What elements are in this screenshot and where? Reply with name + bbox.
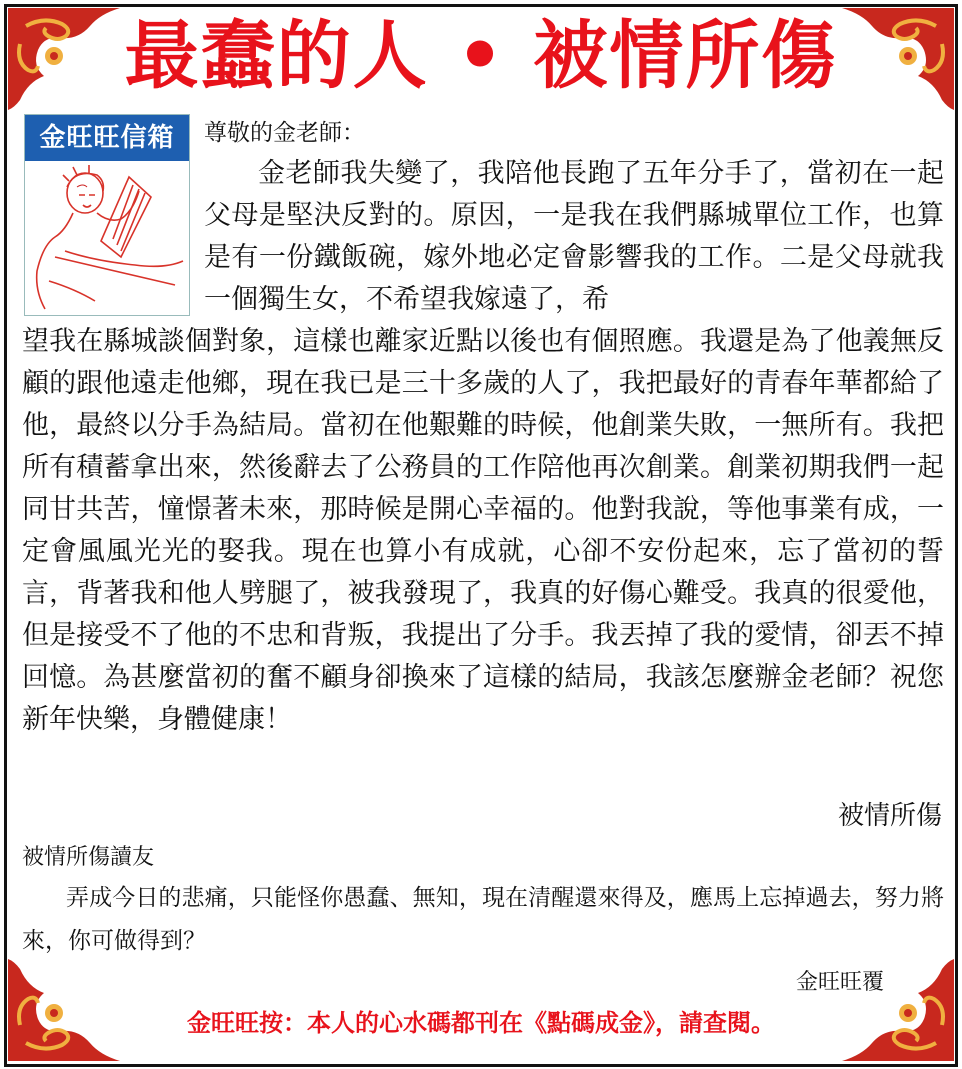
mailbox-column-badge bbox=[24, 114, 190, 316]
mailbox-label: 金旺旺信箱 bbox=[25, 115, 189, 161]
reply-signature: 金旺旺覆 bbox=[795, 970, 884, 995]
reply-body: 弄成今日的悲痛，只能怪你愚蠢、無知，現在清醒還來得及，應馬上忘掉過去，努力將來，你可做得到？ bbox=[22, 885, 944, 954]
letter-paragraph-main: 望我在縣城談個對象，這樣也離家近點以後也有個照應。我還是為了他義無反顧的跟他遠走他鄉，現在我已是三十多歲的人了，我把最好的青春年華都給了他，最終以分手為結局。當初在他艱難的時候，他創業失敗，一無所有。我把所有積蓄拿出來，然後辭去了公務員的工作陪他再次創業。創業初期我們一起同甘共苦，憧憬著未來，那時候是開心幸福的。他對我說，等他事業有成，一定會風風光光的娶我。現在也算小有成就，心卻不安份起來，忘了當初的誓言，背著我和他人劈腿了，被我發現了，我真的好傷心難受。我真的很愛他，但是接受不了他的不忠和背叛，我提出了分手。我丟掉了我的愛情，卻丟不掉回憶。為甚麼當初的奮不顧身卻換來了這樣的結局，我該怎麼辦金老師？祝您新年快樂，身體健康！ bbox=[22, 326, 944, 735]
letter-salutation: 尊敬的金老師： bbox=[204, 120, 365, 146]
letter-paragraph-top: 金老師我失變了，我陪他長跑了五年分手了，當初在一起父母是堅決反對的。原因，一是我在我們縣城單位工作，也算是有一份鐵飯碗，嫁外地必定會影響我的工作。二是父母就我一個獨生女，不希望我嫁遠了，希 bbox=[204, 158, 944, 315]
teacher-writing-illustration-icon bbox=[25, 161, 189, 315]
headline-title: 最蠢的人 • 被情所傷 bbox=[124, 13, 838, 99]
reply-addressee: 被情所傷讀友 bbox=[22, 845, 155, 870]
footer-note: 金旺旺按：本人的心水碼都刊在《點碼成金》，請查閱。 bbox=[187, 1009, 775, 1037]
letter-signature: 被情所傷 bbox=[837, 801, 942, 831]
